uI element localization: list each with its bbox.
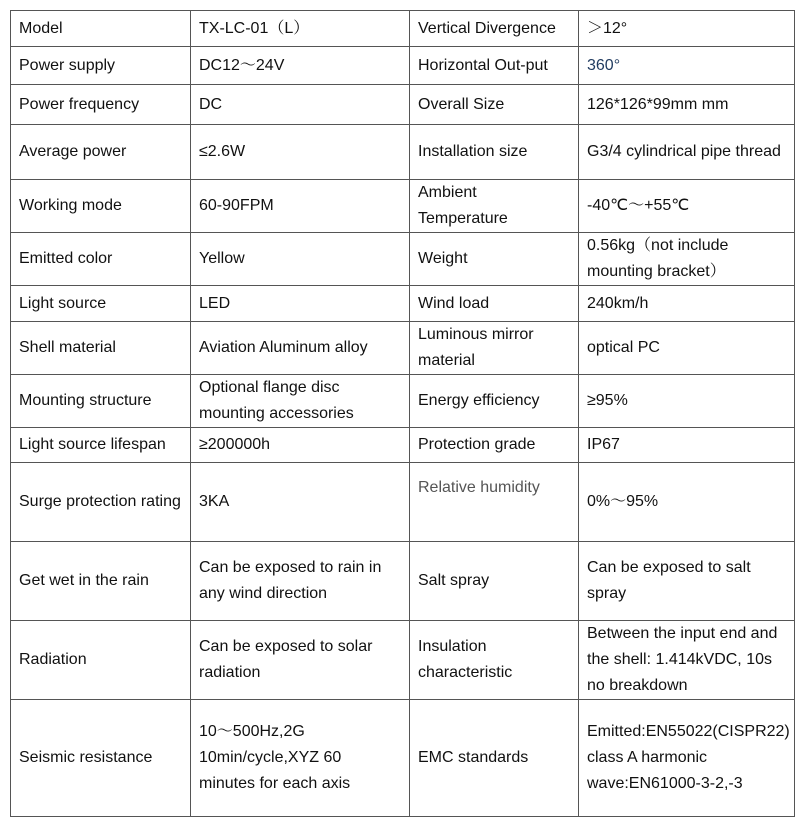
table-row [11,11,795,47]
spec-value: IP67 [579,428,795,463]
spec-value: 10～500Hz,2G 10min/cycle,XYZ 60 minutes for each axis [191,700,410,817]
spec-value: Emitted:EN55022(CISPR22) class A harmonic wave:EN61000-3-2,-3 [579,700,795,817]
spec-value: Yellow [191,233,410,286]
spec-label: EMC standards [410,700,579,817]
spec-label: Shell material [11,322,191,375]
spec-value: Optional flange disc mounting accessories [191,375,410,428]
spec-label: Working mode [11,180,191,233]
spec-value: Between the input end and the shell: 1.414kVDC, 10s no breakdown [579,621,795,700]
spec-value: TX-LC-01（L） [191,11,410,47]
spec-label: Power frequency [11,85,191,125]
table-row [11,286,795,322]
table-row [11,375,795,428]
spec-label: Protection grade [410,428,579,463]
spec-value: 3KA [191,463,410,542]
spec-label: Power supply [11,47,191,85]
spec-label: Get wet in the rain [11,542,191,621]
spec-value: DC12～24V [191,47,410,85]
table-row [11,125,795,180]
spec-value: ＞12° [579,11,795,47]
spec-value: Aviation Aluminum alloy [191,322,410,375]
spec-value: Can be exposed to salt spray [579,542,795,621]
spec-value: ≤2.6W [191,125,410,180]
spec-label: Model [11,11,191,47]
spec-label: Average power [11,125,191,180]
spec-label: Horizontal Out-put [410,47,579,85]
table-row [11,180,795,233]
spec-label: Mounting structure [11,375,191,428]
spec-label: Seismic resistance [11,700,191,817]
spec-value: -40℃～+55℃ [579,180,795,233]
spec-label: Light source [11,286,191,322]
spec-label: Surge protection rating [11,463,191,542]
spec-value: 60-90FPM [191,180,410,233]
spec-label: Luminous mirror material [410,322,579,375]
table-row [11,700,795,817]
spec-value: 360° [579,47,795,85]
spec-value: ≥200000h [191,428,410,463]
spec-table [10,10,795,817]
spec-value: Can be exposed to solar radiation [191,621,410,700]
spec-label: Light source lifespan [11,428,191,463]
spec-value: optical PC [579,322,795,375]
spec-label: Installation size [410,125,579,180]
spec-value: 0%～95% [579,463,795,542]
table-row [11,233,795,286]
spec-label: Salt spray [410,542,579,621]
spec-label: Emitted color [11,233,191,286]
spec-label: Weight [410,233,579,286]
spec-label: Insulation characteristic [410,621,579,700]
spec-label: Overall Size [410,85,579,125]
spec-label: Radiation [11,621,191,700]
spec-label: Wind load [410,286,579,322]
spec-value: ≥95% [579,375,795,428]
table-row [11,428,795,463]
spec-value: LED [191,286,410,322]
spec-value: DC [191,85,410,125]
table-row [11,47,795,85]
spec-value: Can be exposed to rain in any wind direction [191,542,410,621]
spec-value: G3/4 cylindrical pipe thread [579,125,795,180]
spec-value: 240km/h [579,286,795,322]
table-row [11,322,795,375]
spec-value: 0.56kg（not include mounting bracket） [579,233,795,286]
table-row [11,463,795,542]
table-row [11,621,795,700]
spec-label: Energy efficiency [410,375,579,428]
spec-label: Relative humidity [410,463,579,542]
spec-label: Vertical Divergence [410,11,579,47]
table-row [11,85,795,125]
table-row [11,542,795,621]
spec-value: 126*126*99mm mm [579,85,795,125]
spec-label: Ambient Temperature [410,180,579,233]
